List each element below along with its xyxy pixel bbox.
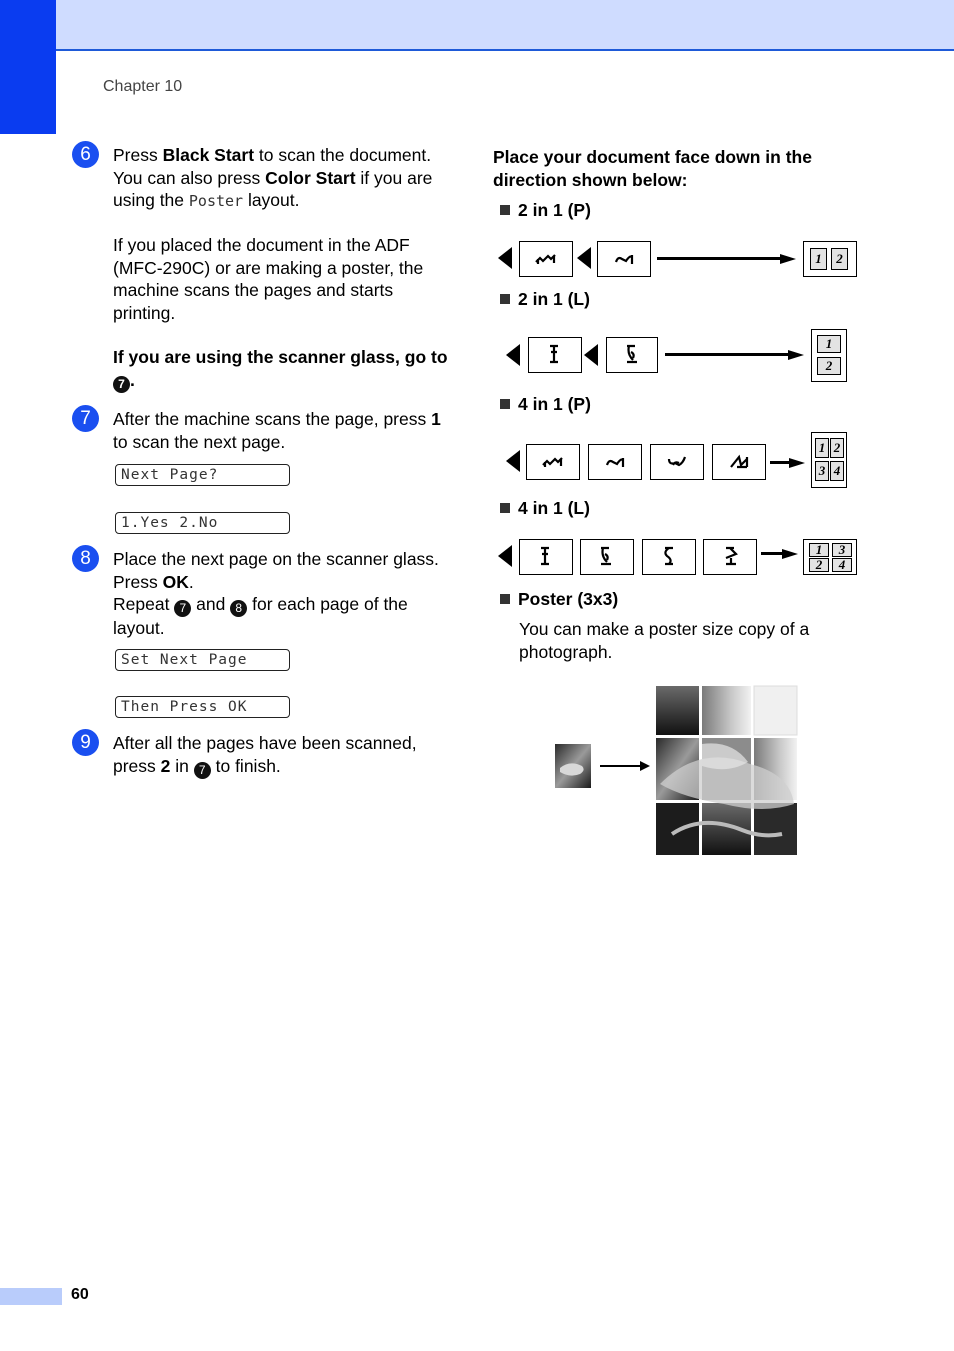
page-cell: 2 [809,558,829,572]
arrow-head-icon [788,350,804,360]
feed-direction-icon [498,545,512,567]
step-9-badge: 9 [72,729,99,756]
poster-description: You can make a poster size copy of a photograph. [519,619,810,662]
feed-direction-icon [584,344,598,366]
result-page-2in1p [803,241,857,277]
scan-page-icon [597,241,651,277]
layout-label-4in1p: 4 in 1 (P) [500,394,591,415]
lcd-display: 1.Yes 2.No [115,512,290,534]
step-ref-badge: 8 [230,600,247,617]
arrow-head-icon [780,254,796,264]
scan-page-icon [703,539,757,575]
page-cell: 2 [830,438,844,458]
feed-direction-icon [506,344,520,366]
page-cell: 1 [810,248,827,270]
scan-page-icon [642,539,696,575]
step-7-badge: 7 [72,405,99,432]
step-7-text: After the machine scans the page, press 1 to scan the next page. [113,409,441,452]
page-number: 60 [71,1286,89,1303]
scan-page-icon [712,444,766,480]
feed-direction-icon [498,247,512,269]
page-cell: 4 [830,461,844,481]
step-8-text: Place the next page on the scanner glass. Press OK. Repeat 7 and 8 for each page of the layout. [113,549,439,638]
scan-page-icon [519,241,573,277]
scan-page-icon [519,539,573,575]
chapter-title: Chapter 10 [103,78,183,95]
poster-illustration [552,684,802,860]
result-page-4in1p [811,432,847,488]
scan-page-icon [650,444,704,480]
header-band [56,0,954,51]
layout-label-2in1l: 2 in 1 (L) [500,289,590,310]
scan-page-icon [580,539,634,575]
layout-label-poster: Poster (3x3) [500,589,618,610]
arrow-icon [770,461,790,464]
layout-label-2in1p: 2 in 1 (P) [500,200,591,221]
feed-direction-icon [577,247,591,269]
chapter-tab [0,0,56,134]
arrow-icon [657,257,783,260]
page-cell: 1 [809,543,829,557]
arrow-icon [665,353,791,356]
scan-page-icon [526,444,580,480]
result-page-4in1l [803,539,857,575]
result-page-2in1l [811,329,847,382]
page-cell: 3 [815,461,829,481]
page-cell: 2 [817,357,841,375]
page-cell: 4 [832,558,852,572]
scan-page-icon [606,337,658,373]
step-8-badge: 8 [72,545,99,572]
step-ref-badge: 7 [113,376,130,393]
page-cell: 1 [815,438,829,458]
lcd-display: Set Next Page [115,649,290,671]
layout-label-4in1l: 4 in 1 (L) [500,498,590,519]
page-cell: 3 [832,543,852,557]
arrow-head-icon [789,458,805,468]
arrow-head-icon [782,549,798,559]
page-cell: 1 [817,335,841,353]
footer-band [0,1288,62,1305]
step-6-note: If you are using the scanner glass, go to 7 . [113,347,448,391]
step-9-text: After all the pages have been scanned, press 2 in 7 to finish. [113,733,417,777]
layout-heading: Place your document face down in the direction shown below: [493,147,812,190]
step-6-badge: 6 [72,141,99,168]
lcd-display: Then Press OK [115,696,290,718]
step-ref-badge: 7 [174,600,191,617]
lcd-display: Next Page? [115,464,290,486]
step-6-adf-text: If you placed the document in the ADF (MFC-290C) or are making a poster, the machine scans the pages and starts printing. [113,235,424,323]
scan-page-icon [528,337,582,373]
step-ref-badge: 7 [194,762,211,779]
step-6-text: Press Black Start to scan the document. You can also press Color Start if you are using the Poster layout. [113,145,433,210]
page-cell: 2 [831,248,848,270]
feed-direction-icon [506,450,520,472]
scan-page-icon [588,444,642,480]
